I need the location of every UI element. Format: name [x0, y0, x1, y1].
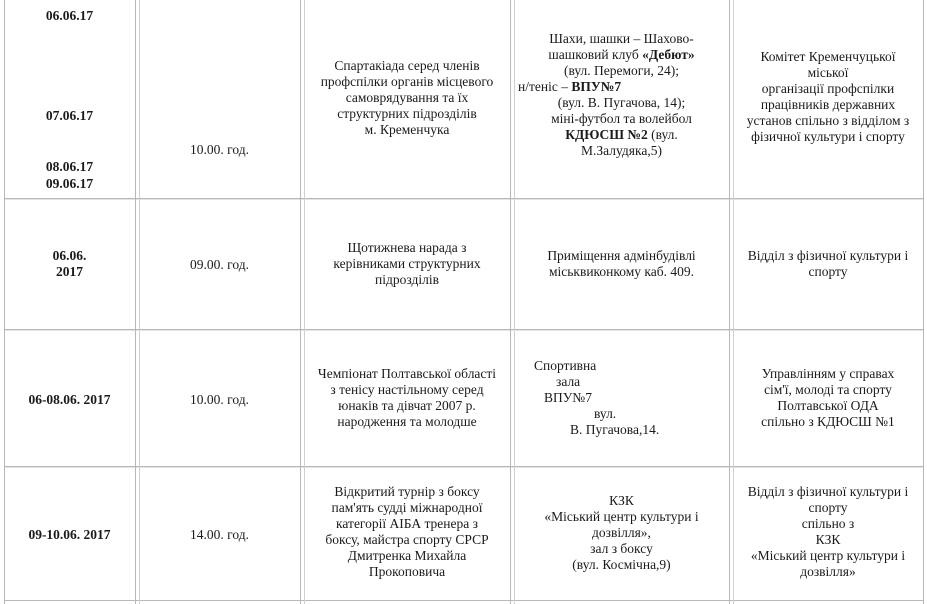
organizer-line: міської [807, 65, 849, 80]
event-cell [304, 240, 510, 288]
venue-line: В. Пугачова,14. [570, 422, 660, 437]
time-cell: 09.00. год. [190, 257, 249, 272]
venue-line: М.Залудяка,5) [581, 143, 662, 158]
organizer-line: фізичної культури і спорту [751, 129, 905, 144]
event-line: народження та молодше [337, 414, 477, 429]
venue-name: ВПУ№7 [571, 79, 622, 94]
event-line: юнаків та дівчат 2007 р. [338, 398, 476, 413]
event-line: Відкритий турнір з боксу [334, 484, 480, 499]
venue-name: «Дебют» [642, 47, 695, 62]
event-line: Дмитренка Михайла [347, 548, 467, 563]
venue-line: зал з боксу [590, 541, 653, 556]
organizer-line: організації профспілки [761, 81, 895, 96]
column-divider [135, 0, 136, 604]
organizer-cell [733, 366, 923, 430]
event-cell [304, 58, 510, 138]
event-line: Спартакіада серед членів [334, 58, 480, 73]
venue-line: «Міський центр культури і [544, 509, 699, 524]
venue-line: (вул. Космічна,9) [572, 557, 671, 572]
venue-text: н/теніс – [518, 79, 572, 94]
date-cell: 08.06.17 [45, 159, 94, 174]
organizer-line: КЗК [815, 532, 841, 547]
venue-line: Приміщення адмінбудівлі [547, 248, 696, 263]
venue-line [514, 79, 729, 95]
organizer-line: Управлінням у справах [761, 366, 895, 381]
event-line: керівниками структурних [333, 256, 481, 271]
organizer-line: «Міський центр культури і [750, 548, 906, 563]
organizer-cell [733, 49, 923, 145]
date-line: 2017 [56, 264, 83, 279]
organizer-line: спільно з [801, 516, 855, 531]
organizer-line: Відділ з фізичної культури і [747, 248, 909, 263]
venue-line: (вул. В. Пугачова, 14); [557, 95, 686, 110]
venue-line: вул. [594, 406, 617, 421]
date-cell: 06.06.17 [45, 8, 94, 23]
venue-line: міськвиконкому каб. 409. [548, 264, 695, 279]
date-cell: 09.06.17 [45, 176, 94, 191]
venue-cell [514, 493, 729, 573]
organizer-line: установ спільно з відділом з [746, 113, 910, 128]
venue-text: шашковий клуб [548, 47, 643, 62]
venue-cell [514, 358, 729, 438]
time-cell: 10.00. год. [190, 392, 249, 407]
column-divider [923, 0, 924, 604]
event-line: самоврядування та їх [345, 90, 469, 105]
organizer-line: сім'ї, молоді та спорту [764, 382, 892, 397]
organizer-line: спільно з КДЮСШ №1 [761, 414, 895, 429]
venue-cell [514, 248, 729, 280]
venue-text: (вул. [647, 127, 678, 142]
event-line: з тенісу настільному серед [330, 382, 484, 397]
column-divider [300, 0, 301, 604]
column-divider [139, 0, 140, 604]
organizer-line: Комітет Кременчуцької [760, 49, 896, 64]
row-divider [4, 467, 924, 468]
organizer-cell [733, 248, 923, 280]
event-line: підрозділів [375, 272, 439, 287]
organizer-line: Полтавської ОДА [777, 398, 879, 413]
event-line: м. Кременчука [364, 122, 450, 137]
column-divider [4, 0, 5, 604]
event-line: структурних підрозділів [337, 106, 477, 121]
organizer-line: Відділ з фізичної культури і [747, 484, 909, 499]
event-line: боксу, майстра спорту СРСР [325, 532, 489, 547]
date-cell: 06-08.06. 2017 [28, 392, 111, 407]
date-cell [4, 248, 135, 280]
venue-line: зала [556, 374, 581, 389]
time-cell: 14.00. год. [190, 527, 249, 542]
event-line: Щотижнева нарада з [347, 240, 467, 255]
row-divider [4, 600, 924, 601]
date-line: 06.06. [52, 248, 87, 263]
date-cell: 09-10.06. 2017 [28, 527, 111, 542]
organizer-line: дозвілля» [800, 564, 856, 579]
event-line: профспілки органів місцевого [320, 74, 494, 89]
venue-line [514, 47, 729, 63]
row-divider [4, 199, 924, 200]
time-cell: 10.00. год. [190, 142, 249, 157]
event-line: пам'ять судді міжнародної [331, 500, 483, 515]
venue-line: ВПУ№7 [544, 390, 592, 405]
event-line: Прокоповича [368, 564, 446, 579]
date-cell: 07.06.17 [45, 108, 94, 123]
venue-line: міні-футбол та волейбол [551, 111, 692, 126]
venue-line: КЗК [609, 493, 634, 508]
event-cell [304, 484, 510, 580]
event-cell [304, 366, 510, 430]
event-line: категорії АІБА тренера з [336, 516, 478, 531]
column-divider [729, 0, 730, 604]
organizer-line: спорту [808, 264, 848, 279]
venue-cell [514, 31, 729, 159]
venue-line: Шахи, шашки – Шахово- [549, 31, 694, 46]
venue-line: (вул. Перемоги, 24); [563, 63, 680, 78]
venue-line: дозвілля», [592, 525, 651, 540]
venue-line [514, 127, 729, 143]
venue-name: КДЮСШ №2 [565, 127, 648, 142]
column-divider [510, 0, 511, 604]
event-line: Чемпіонат Полтавської області [317, 366, 497, 381]
row-divider [4, 330, 924, 331]
organizer-cell [733, 484, 923, 580]
organizer-line: спорту [808, 500, 848, 515]
venue-line: Спортивна [534, 358, 597, 373]
organizer-line: працівників державних [760, 97, 896, 112]
